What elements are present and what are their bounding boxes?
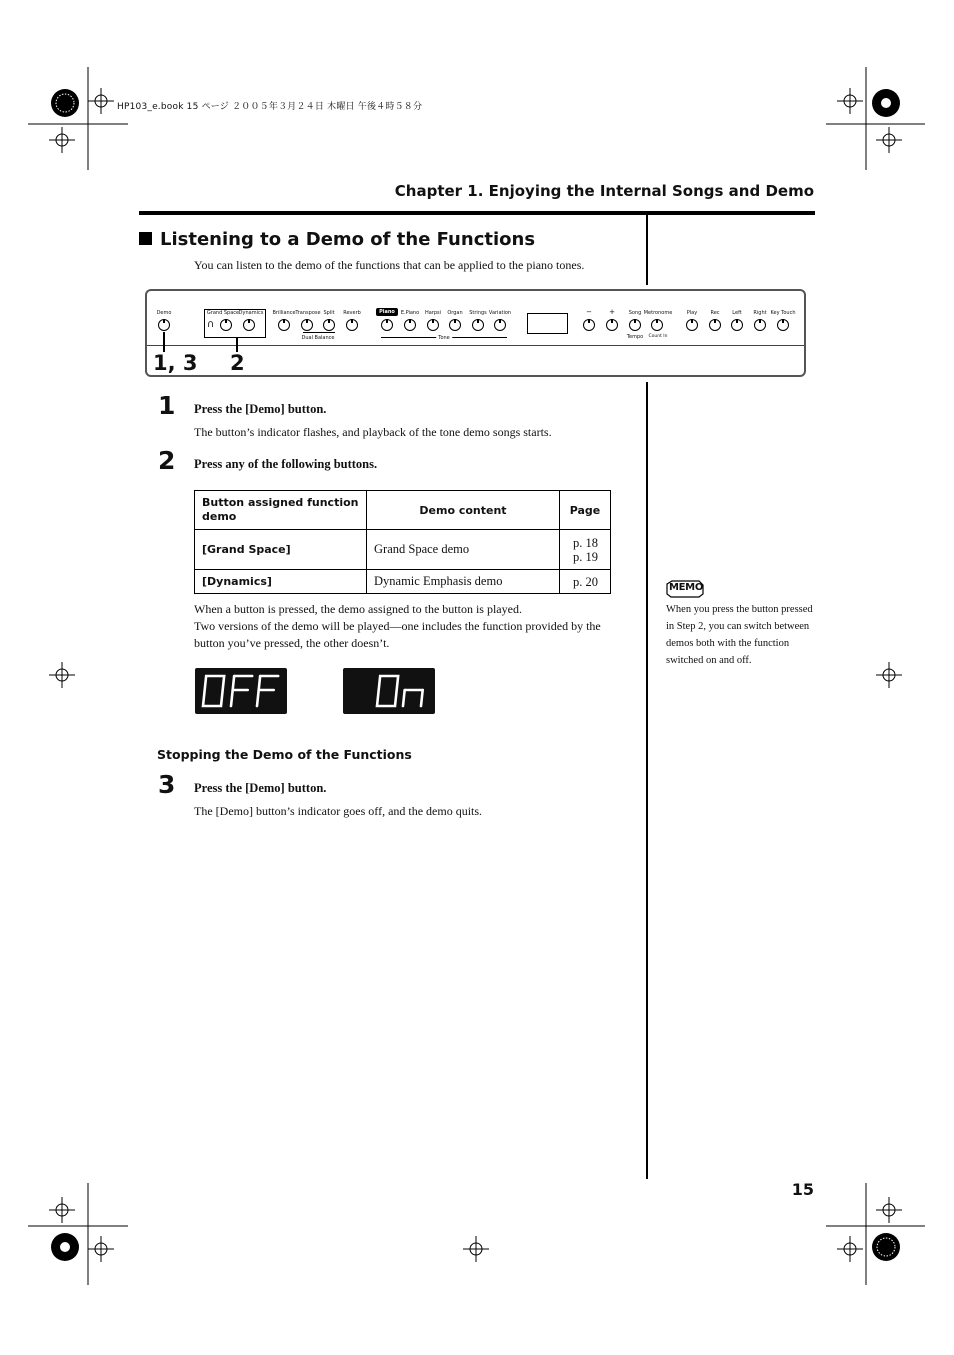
minus-label: − xyxy=(586,308,592,316)
header-rule xyxy=(139,211,815,215)
step-3-number: 3 xyxy=(158,770,176,799)
plus-label: + xyxy=(609,308,615,316)
transpose-label: Transpose xyxy=(295,310,321,316)
callout-1-3: 1, 3 xyxy=(153,351,198,375)
subsection-title: Stopping the Demo of the Functions xyxy=(157,747,412,762)
variation-button[interactable] xyxy=(494,319,506,331)
reverb-label: Reverb xyxy=(343,310,361,316)
song-button[interactable] xyxy=(629,319,641,331)
table-cell-content: Grand Space demo xyxy=(367,530,560,570)
callout-line-demo xyxy=(163,332,165,352)
song-label: Song xyxy=(628,310,642,316)
minus-button[interactable] xyxy=(583,319,595,331)
demo-label: Demo xyxy=(156,310,172,316)
table-row xyxy=(195,570,611,594)
dual-balance-line xyxy=(303,332,335,333)
left-button[interactable] xyxy=(731,319,743,331)
harpsi-label: Harpsi xyxy=(424,310,442,316)
intro-text: You can listen to the demo of the functions that can be applied to the piano tones. xyxy=(194,258,585,272)
square-bullet-icon xyxy=(139,232,152,245)
step-2-number: 2 xyxy=(158,446,176,475)
page-number: 15 xyxy=(791,1180,814,1199)
step-1-title: Press the [Demo] button. xyxy=(194,402,327,416)
chapter-title: Chapter 1. Enjoying the Internal Songs and Demo xyxy=(394,182,814,200)
piano-button[interactable] xyxy=(381,319,393,331)
table-row xyxy=(195,530,611,570)
epiano-label: E.Piano xyxy=(400,310,420,316)
left-label: Left xyxy=(732,310,742,316)
brilliance-button[interactable] xyxy=(278,319,290,331)
strings-label: Strings xyxy=(469,310,487,316)
rec-button[interactable] xyxy=(709,319,721,331)
brilliance-label: Brilliance xyxy=(272,310,296,316)
column-divider-top xyxy=(646,215,648,285)
key-touch-button[interactable] xyxy=(777,319,789,331)
step-3-title: Press the [Demo] button. xyxy=(194,781,327,795)
callout-line-grand-space xyxy=(236,338,238,352)
file-info: HP103_e.book 15 ページ ２００５年３月２４日 木曜日 午後４時５８分 xyxy=(117,102,423,112)
table-cell-page xyxy=(560,530,611,570)
panel-display xyxy=(527,313,568,334)
play-label: Play xyxy=(686,310,698,316)
epiano-button[interactable] xyxy=(404,319,416,331)
right-button[interactable] xyxy=(754,319,766,331)
table-cell-page: p. 20 xyxy=(560,570,611,594)
dual-balance-label: Dual Balance xyxy=(301,335,335,341)
reverb-button[interactable] xyxy=(346,319,358,331)
countin-label: Count In xyxy=(648,334,668,339)
rec-label: Rec xyxy=(710,310,720,316)
table-header-row xyxy=(195,491,611,530)
step-1-body: The button’s indicator flashes, and playback of the tone demo songs starts. xyxy=(194,425,552,439)
metronome-button[interactable] xyxy=(651,319,663,331)
memo-text: When you press the button pressed in Step 2, you can switch between demos both with the function switched on and off. xyxy=(666,604,813,666)
harpsi-button[interactable] xyxy=(427,319,439,331)
demo-table xyxy=(194,490,611,594)
demo-button[interactable] xyxy=(158,319,170,331)
seven-segment-off xyxy=(195,668,287,714)
metronome-label: Metronome xyxy=(643,310,673,316)
table-cell-button: [Grand Space] xyxy=(195,530,367,570)
split-button[interactable] xyxy=(323,319,335,331)
step-2-title: Press any of the following buttons. xyxy=(194,457,378,471)
table-header-content: Demo content xyxy=(367,491,560,530)
step-3-body: The [Demo] button’s indicator goes off, and the demo quits. xyxy=(194,804,483,818)
table-header-button: Button assigned function demo xyxy=(195,491,367,530)
memo-label: MEMO xyxy=(669,582,704,593)
organ-button[interactable] xyxy=(449,319,461,331)
seven-segment-on xyxy=(343,668,435,714)
plus-button[interactable] xyxy=(606,319,618,331)
table-cell-content: Dynamic Emphasis demo xyxy=(367,570,560,594)
after-table-text-2: Two versions of the demo will be played—one includes the function provided by the button you’ve pressed, the other doesn’t. xyxy=(194,619,601,650)
piano-label: Piano xyxy=(379,309,395,315)
right-label: Right xyxy=(753,310,767,316)
grand-space-label: Grand Space xyxy=(206,310,240,316)
dynamics-button[interactable] xyxy=(243,319,255,331)
page-ref: p. 19 xyxy=(573,549,598,564)
page-ref: p. 18 xyxy=(573,535,598,550)
panel-divider xyxy=(147,345,804,346)
table-cell-button: [Dynamics] xyxy=(195,570,367,594)
display-off xyxy=(195,668,287,714)
table-header-page: Page xyxy=(560,491,611,530)
organ-label: Organ xyxy=(447,310,463,316)
callout-2: 2 xyxy=(230,351,245,375)
tempo-label: Tempo xyxy=(626,334,644,340)
tone-label: Tone xyxy=(438,335,450,341)
dynamics-label: Dynamics xyxy=(238,310,264,316)
transpose-button[interactable] xyxy=(301,319,313,331)
play-button[interactable] xyxy=(686,319,698,331)
column-divider-main xyxy=(646,382,648,1179)
split-label: Split xyxy=(323,310,335,316)
memo-icon xyxy=(666,580,704,602)
section-title-text: Listening to a Demo of the Functions xyxy=(160,229,536,250)
section-title xyxy=(139,229,535,250)
grand-space-button[interactable] xyxy=(220,319,232,331)
step-1-number: 1 xyxy=(158,391,176,420)
variation-label: Variation xyxy=(488,310,512,316)
display-on xyxy=(343,668,435,714)
strings-button[interactable] xyxy=(472,319,484,331)
key-touch-label: Key Touch xyxy=(770,310,796,316)
after-table-text-1: When a button is pressed, the demo assigned to the button is played. xyxy=(194,602,522,616)
headphone-icon: ∩ xyxy=(207,319,215,330)
